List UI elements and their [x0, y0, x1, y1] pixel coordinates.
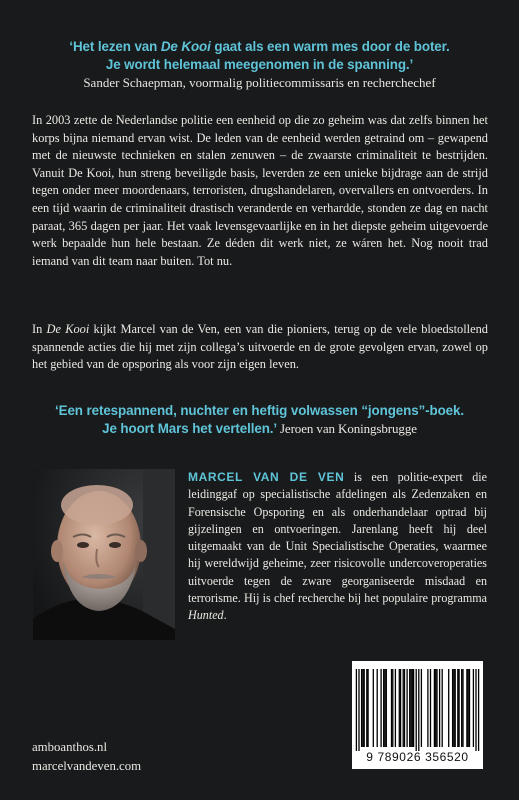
barcode-bar [377, 669, 378, 747]
barcode-bar [364, 669, 365, 747]
barcode-bar [462, 669, 463, 747]
barcode-bar [418, 669, 419, 751]
barcode-bar [442, 669, 443, 747]
barcode-bar [404, 669, 405, 747]
barcode-bar [413, 669, 414, 747]
barcode-bar [439, 669, 440, 747]
barcode-bar [434, 669, 435, 747]
barcode-bar [386, 669, 387, 747]
barcode-bar [410, 669, 411, 747]
quote-text: ‘Een retespannend, nuchter en heftig volwassen “jongens”-boek. Je hoort Mars het vertellen.’ Jeroen van Koningsbrugge [55, 403, 464, 436]
barcode-bar [383, 669, 384, 747]
barcode-bar [457, 669, 458, 747]
barcode-bar [478, 669, 479, 751]
barcode-bar [475, 669, 476, 751]
barcode-bar [361, 669, 362, 747]
barcode-bar [380, 669, 381, 747]
barcode-bar [427, 669, 428, 747]
barcode-bar [366, 669, 367, 747]
blurb-paragraph-2: In De Kooi kijkt Marcel van de Ven, een van die pioniers, terug op de vele bloedstollend spannende acties die hij met zijn collega’s uitvoerde en de grote gevolgen ervan, zowel op het gebied van de opsporing als voor zijn eigen leven. [32, 322, 488, 372]
barcode-bar [458, 669, 459, 747]
front-quote [0, 38, 519, 92]
barcode-bar [362, 669, 363, 747]
barcode-bar [412, 669, 413, 747]
barcode-bars [352, 661, 483, 753]
barcode-bar [400, 669, 401, 747]
isbn-barcode [352, 661, 483, 769]
barcode-bar [416, 669, 417, 751]
barcode-bar [448, 669, 449, 747]
author-website-link[interactable]: marcelvandeven.com [32, 759, 142, 773]
book-title-italic: De Kooi [160, 39, 211, 54]
tv-show-title: Hunted [188, 608, 224, 623]
barcode-bar [367, 669, 368, 747]
barcode-bar [421, 669, 422, 747]
author-portrait-image [33, 469, 175, 640]
barcode-bar [452, 669, 453, 747]
barcode-bar [435, 669, 436, 747]
barcode-bar [373, 669, 374, 747]
barcode-bar [399, 669, 400, 747]
quote-text: ‘Het lezen van De Kooi gaat als een warm mes door de boter. Je wordt helemaal meegenomen in de spanning.’ [69, 39, 450, 72]
barcode-bar [391, 669, 392, 747]
barcode-bar [455, 669, 456, 747]
barcode-bar [395, 669, 396, 747]
quote-attribution: Sander Schaepman, voormalig politiecommissaris en recherchechef [83, 75, 436, 90]
barcode-bar [392, 669, 393, 747]
barcode-bar [466, 669, 467, 747]
barcode-bar [430, 669, 431, 747]
endorsement-quote [0, 402, 519, 438]
author-name: MARCEL VAN DE VEN [188, 470, 345, 484]
barcode-bar [384, 669, 385, 747]
barcode-bar [453, 669, 454, 747]
publisher-link[interactable]: amboanthos.nl [32, 740, 107, 754]
barcode-bar [473, 669, 474, 747]
barcode-bar [461, 669, 462, 747]
barcode-bar [356, 669, 357, 751]
author-bio: MARCEL VAN DE VEN is een politie-expert die leidinggaf op specialistische afdelingen als Zedenzaken en Forensische Opsporing en als onderhandelaar optrad bij gijzelingen en ontvoeringen. Jarenlang heeft hij deel uitgemaakt van de Unit Specialistische Operaties, waarmee hij wereldwijd geheime, zeer risicovolle undercoveroperaties uitvoerde tegen de zware georganiseerde misdaad en terrorisme. Hij is chef recherche bij het populaire programma Hunted. [188, 470, 487, 623]
quote-attribution: Jeroen van Koningsbrugge [279, 421, 417, 436]
blurb-paragraph-1: In 2003 zette de Nederlandse politie een eenheid op die zo geheim was dat zelfs binnen het korps bijna niemand ervan wist. De leden van de eenheid werden getraind om – gewapend met de nieuwste technieken en stalen zenuwen – de zwaarste criminaliteit te bestrijden. Vanuit De Kooi, hun streng beveiligde basis, leverden ze een unieke bijdrage aan de strijd tegen onder meer moordenaars, terroristen, drugshandelaren, overvallers en ontvoerders. In een tijd waarin de criminaliteit drastisch veranderde en verhardde, stonden ze dag en nacht paraat, 365 dagen per jaar. Het vaak levensgevaarlijke en in het diepste geheim uitgevoerde werk bepaalde hun hele bestaan. Ze déden dit werk niet, ze wáren het. Nog nooit trad iemand van dit team naar buiten. Tot nu. [32, 113, 488, 268]
book-title-italic: De Kooi [46, 322, 90, 336]
barcode-bar [436, 669, 437, 747]
author-photo [33, 469, 175, 640]
barcode-bar [358, 669, 359, 751]
barcode-bar [406, 669, 407, 747]
barcode-bar [403, 669, 404, 747]
website-links [32, 738, 141, 776]
barcode-bar [409, 669, 410, 747]
isbn-number: 9 789026 356520 [366, 750, 469, 764]
barcode-bar [469, 669, 470, 747]
barcode-bar [468, 669, 469, 747]
